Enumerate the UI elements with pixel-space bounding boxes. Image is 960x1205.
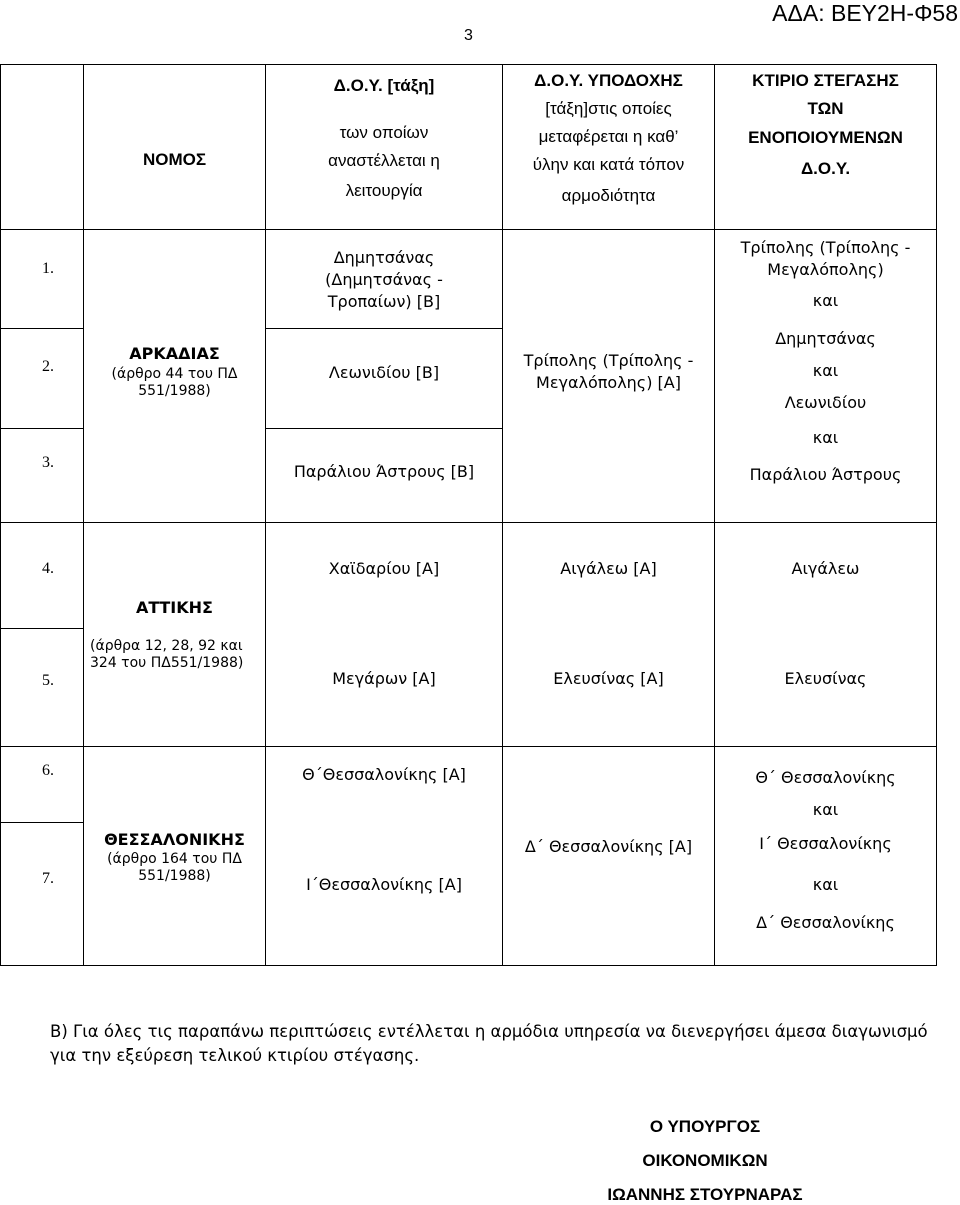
signature-title-1: Ο ΥΠΟΥΡΓΟΣ — [649, 1117, 761, 1136]
receiving-arkadia-2: Μεγαλόπολης) [Α] — [536, 373, 681, 392]
law-ref-arkadia-1: (άρθρο 44 του ΠΔ — [111, 366, 238, 382]
receiving-4: Αιγάλεω [Α] — [560, 559, 657, 578]
header-receiving-3: μεταφέρεται η καθ’ — [538, 127, 679, 146]
header-suspended-1: Δ.Ο.Υ. [τάξη] — [333, 76, 435, 95]
signature-title-2: ΟΙΚΟΝΟΜΙΚΩΝ — [642, 1151, 768, 1170]
header-building-4: Δ.Ο.Υ. — [800, 159, 851, 178]
suspended-5: Μεγάρων [Α] — [332, 669, 436, 688]
closing-note: Β) Για όλες τις παραπάνω περιπτώσεις εντέλλεται η αρμόδια υπηρεσία να διενεργήσει άμεσα διαγωνισμό για την εξεύρεση τελικού κτιρίου στέγασης. — [50, 1022, 928, 1065]
header-suspended-2: των οποίων — [339, 123, 429, 142]
header-law: ΝΟΜΟΣ — [142, 150, 207, 169]
header-receiving-2: [τάξη]στις οποίες — [545, 99, 672, 118]
row-number-3: 3. — [42, 454, 54, 471]
header-building-1: ΚΤΙΡΙΟ ΣΤΕΓΑΣΗΣ — [752, 71, 899, 90]
row-number-6: 6. — [42, 762, 54, 779]
law-ref-attiki-1: (άρθρα 12, 28, 92 και — [90, 638, 243, 654]
row-number-7: 7. — [42, 870, 54, 887]
law-ref-attiki-2: 324 του ΠΔ551/1988) — [90, 655, 244, 671]
header-receiving-4: ύλην και κατά τόπον — [532, 155, 685, 174]
receiving-5: Ελευσίνας [Α] — [553, 669, 664, 688]
law-ref-arkadia-2: 551/1988) — [138, 383, 211, 399]
suspended-2: Λεωνιδίου [Β] — [328, 363, 440, 382]
header-suspended-3: αναστέλλεται η — [328, 151, 440, 170]
receiving-arkadia-1: Τρίπολης (Τρίπολης - — [523, 351, 694, 370]
building-thessaloniki-5: Δ΄ Θεσσαλονίκης — [756, 913, 895, 932]
suspended-3: Παράλιου Άστρους [Β] — [293, 462, 475, 481]
building-4: Αιγάλεω — [791, 559, 860, 578]
signature-name: ΙΩΑΝΝΗΣ ΣΤΟΥΡΝΑΡΑΣ — [607, 1185, 803, 1204]
building-arkadia-6: Λεωνιδίου — [784, 393, 867, 412]
suspended-1-line3: Τροπαίων) [Β] — [327, 292, 441, 311]
suspended-6: Θ΄Θεσσαλονίκης [Α] — [302, 765, 466, 784]
building-thessaloniki-1: Θ΄ Θεσσαλονίκης — [755, 768, 896, 787]
header-building-2: ΤΩΝ — [807, 99, 844, 118]
building-thessaloniki-4: και — [812, 875, 839, 894]
ada-code: ΑΔΑ: ΒΕΥ2Η-Φ58 — [772, 0, 958, 26]
building-thessaloniki-3: Ι΄ Θεσσαλονίκης — [759, 834, 892, 853]
law-name-arkadia: ΑΡΚΑΔΙΑΣ — [129, 344, 220, 363]
building-arkadia-1: Τρίπολης (Τρίπολης - — [740, 238, 911, 257]
header-suspended-4: λειτουργία — [345, 181, 423, 200]
row-number-1: 1. — [42, 260, 54, 277]
building-arkadia-3: και — [812, 291, 839, 310]
suspended-7: Ι΄Θεσσαλονίκης [Α] — [306, 875, 462, 894]
row-number-4: 4. — [42, 560, 54, 577]
row-number-5: 5. — [42, 672, 54, 689]
building-5: Ελευσίνας — [784, 669, 867, 688]
header-building-3: ΕΝΟΠΟΙΟΥΜΕΝΩΝ — [748, 128, 903, 147]
law-name-thessaloniki: ΘΕΣΣΑΛΟΝΙΚΗΣ — [104, 830, 245, 849]
building-arkadia-5: και — [812, 361, 839, 380]
law-name-attiki: ΑΤΤΙΚΗΣ — [136, 598, 213, 617]
law-ref-thessaloniki-2: 551/1988) — [138, 868, 211, 884]
suspended-1-line1: Δημητσάνας — [333, 248, 435, 267]
header-receiving-5: αρμοδιότητα — [561, 186, 656, 205]
building-arkadia-2: Μεγαλόπολης) — [767, 260, 884, 279]
suspended-4: Χαϊδαρίου [Α] — [328, 559, 440, 578]
building-arkadia-4: Δημητσάνας — [775, 329, 876, 348]
row-number-2: 2. — [42, 358, 54, 375]
building-arkadia-8: Παράλιου Άστρους — [749, 465, 902, 484]
law-ref-thessaloniki-1: (άρθρο 164 του ΠΔ — [107, 851, 242, 867]
header-receiving-1: Δ.Ο.Υ. ΥΠΟΔΟΧΗΣ — [534, 71, 683, 90]
receiving-thessaloniki: Δ΄ Θεσσαλονίκης [Α] — [524, 837, 693, 856]
building-arkadia-7: και — [812, 428, 839, 447]
suspended-1-line2: (Δημητσάνας - — [325, 270, 443, 289]
building-thessaloniki-2: και — [812, 800, 839, 819]
page-number: 3 — [464, 27, 473, 44]
